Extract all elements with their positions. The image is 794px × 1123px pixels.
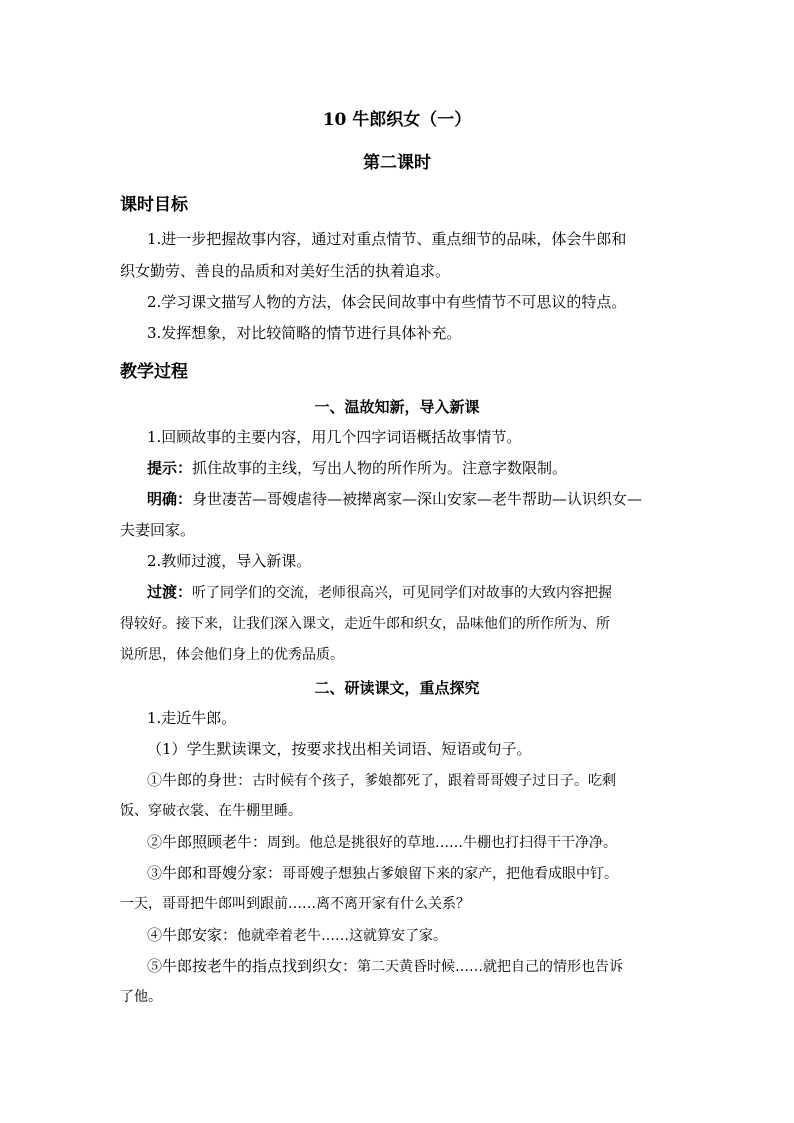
objective-1-line-2: 织女勤劳、善良的品质和对美好生活的执着追求。 — [120, 262, 451, 280]
item-5-label: ⑤牛郎按老牛的指点找到织女： — [147, 957, 358, 975]
clarify-label: 明确： — [147, 490, 193, 508]
page-title: 10 牛郎织女（一） — [322, 110, 472, 130]
clarify-line-2: 夫妻回家。 — [120, 521, 196, 539]
item-2-label: ②牛郎照顾老牛： — [147, 833, 268, 851]
item-2-text: 周到。他总是挑很好的草地……牛棚也打扫得干干净净。 — [267, 835, 618, 851]
transition-label: 过渡： — [147, 583, 193, 601]
item-5-line-2: 了他。 — [120, 989, 162, 1005]
hint-line — [147, 457, 567, 478]
process-heading: 教学过程 — [120, 362, 188, 382]
item-3-line-1 — [147, 862, 618, 883]
section-1-title: 一、温故知新，导入新课 — [314, 398, 480, 416]
transition-text-1: 听了同学们的交流，老师很高兴，可见同学们对故事的大致内容把握 — [192, 585, 613, 601]
transition-line-1 — [147, 581, 612, 602]
item-5-text-1: 第二天黄昏时候……就把自己的情形也告诉 — [357, 959, 624, 975]
section-1-paragraph-2: 2.教师过渡，导入新课。 — [147, 552, 312, 570]
clarify-line-1 — [147, 488, 642, 509]
item-3-text-1: 哥哥嫂子想独占爹娘留下来的家产，把他看成眼中钉。 — [282, 866, 619, 882]
transition-line-2: 得较好。接下来，让我们深入课文，走近牛郎和织女，品味他们的所作所为、所 — [120, 616, 610, 632]
section-1-paragraph-1: 1.回顾故事的主要内容，用几个四字词语概括故事情节。 — [147, 428, 522, 446]
item-1-line-2: 饭、穿破衣裳、在牛棚里睡。 — [120, 803, 302, 819]
objective-2: 2.学习课文描写人物的方法，体会民间故事中有些情节不可思议的特点。 — [147, 293, 627, 311]
item-2-line — [147, 831, 617, 852]
page-subtitle: 第二课时 — [363, 153, 431, 173]
section-2-title: 二、研读课文，重点探究 — [314, 679, 480, 697]
item-5-line-1 — [147, 955, 623, 976]
clarify-text-1: 身世凄苦—哥嫂虐待—被撵离家—深山安家—老牛帮助—认识织女— — [192, 490, 643, 508]
hint-text: 抓住故事的主线，写出人物的所作所为。注意字数限制。 — [192, 459, 568, 477]
item-1-line-1 — [147, 769, 616, 790]
section-2-paragraph-1: 1.走近牛郎。 — [147, 709, 237, 727]
transition-line-3: 说所思，体会他们身上的优秀品质。 — [120, 647, 344, 663]
item-3-line-2: 一天，哥哥把牛郎叫到跟前……离不离开家有什么关系？ — [120, 896, 470, 912]
item-4-text: 他就牵着老牛……这就算安了家。 — [237, 928, 448, 944]
objectives-heading: 课时目标 — [120, 195, 188, 215]
item-3-label: ③牛郎和哥嫂分家： — [147, 864, 283, 882]
item-4-line — [147, 924, 447, 945]
section-2-paragraph-2: （1）学生默读课文，按要求找出相关词语、短语或句子。 — [147, 740, 532, 758]
hint-label: 提示： — [147, 459, 193, 477]
objective-3: 3.发挥想象，对比较简略的情节进行具体补充。 — [147, 324, 462, 342]
item-4-label: ④牛郎安家： — [147, 926, 238, 944]
item-1-text-1: 古时候有个孩子，爹娘都死了，跟着哥哥嫂子过日子。吃剩 — [252, 773, 617, 789]
item-1-label: ①牛郎的身世： — [147, 771, 253, 789]
objective-1-line-1: 1.进一步把握故事内容，通过对重点情节、重点细节的品味，体会牛郎和 — [147, 230, 627, 248]
